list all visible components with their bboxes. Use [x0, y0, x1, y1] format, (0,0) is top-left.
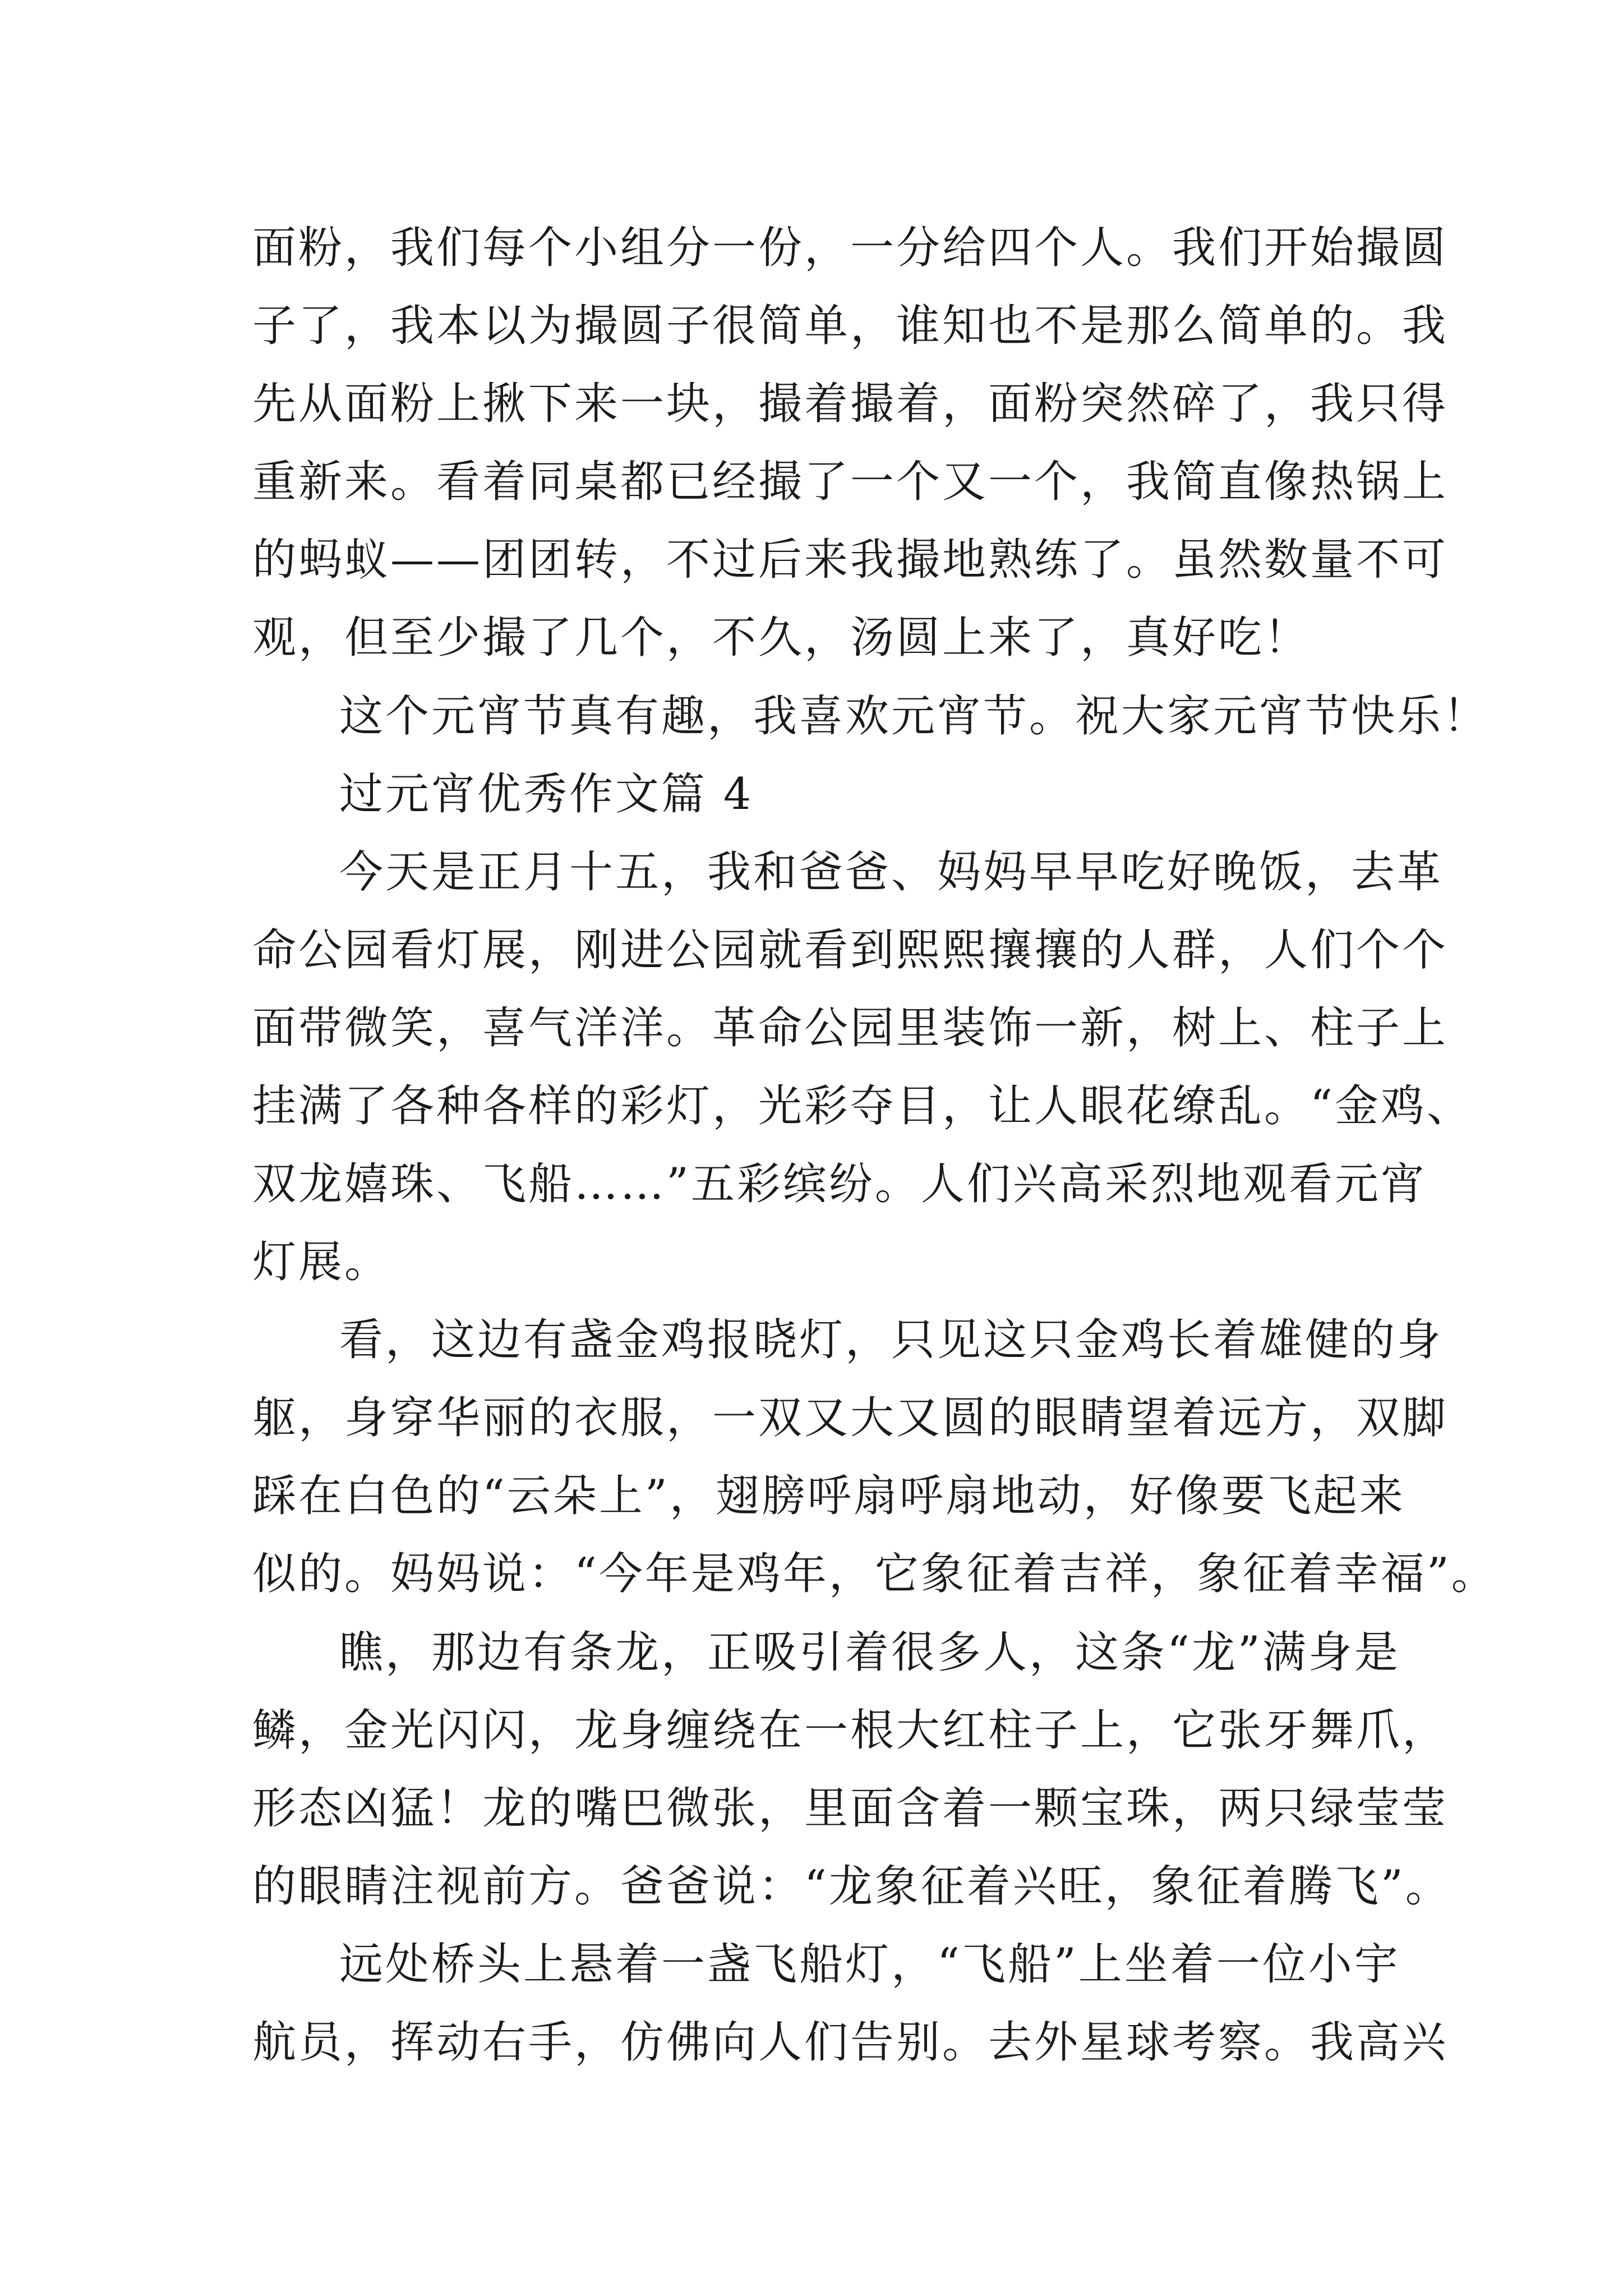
text-line: 形态凶猛！龙的嘴巴微张，里面含着一颗宝珠，两只绿莹莹 [252, 1783, 1449, 1834]
text-line: 面带微笑，喜气洋洋。革命公园里装饰一新，树上、柱子上 [252, 1003, 1449, 1053]
text-line: 航员，挥动右手，仿佛向人们告别。去外星球考察。我高兴 [252, 2017, 1449, 2068]
text-line: 灯展。 [252, 1237, 391, 1287]
text-line: 躯，身穿华丽的衣服，一双又大又圆的眼睛望着远方，双脚 [252, 1393, 1449, 1443]
text-line: 双龙嬉珠、飞船……”五彩缤纷。人们兴高采烈地观看元宵 [252, 1159, 1427, 1209]
text-line: 踩在白色的“云朵上”，翅膀呼扇呼扇地动，好像要飞起来 [252, 1471, 1405, 1521]
text-line: 命公园看灯展，刚进公园就看到熙熙攘攘的人群，人们个个 [252, 925, 1449, 976]
text-line: 挂满了各种各样的彩灯，光彩夺目，让人眼花缭乱。“金鸡、 [252, 1081, 1473, 1131]
text-line: 似的。妈妈说：“今年是鸡年，它象征着吉祥，象征着幸福”。 [252, 1549, 1497, 1599]
text-line: 的蚂蚁——团团转，不过后来我撮地熟练了。虽然数量不可 [252, 535, 1449, 585]
text-line: 观，但至少撮了几个，不久，汤圆上来了，真好吃！ [252, 613, 1311, 663]
section-heading: 过元宵优秀作文篇 4 [339, 769, 754, 820]
text-line: 先从面粉上揪下来一块，撮着撮着，面粉突然碎了，我只得 [252, 379, 1449, 429]
paragraph-line: 瞧，那边有条龙，正吸引着很多人，这条“龙”满身是 [339, 1627, 1400, 1678]
paragraph-line: 看，这边有盏金鸡报晓灯，只见这只金鸡长着雄健的身 [339, 1315, 1444, 1365]
paragraph-line: 远处桥头上悬着一盏飞船灯，“飞船”上坐着一位小宇 [339, 1939, 1400, 1990]
text-line: 鳞，金光闪闪，龙身缠绕在一根大红柱子上，它张牙舞爪， [252, 1705, 1449, 1756]
text-line: 子了，我本以为撮圆子很简单，谁知也不是那么简单的。我 [252, 301, 1449, 351]
paragraph-line: 今天是正月十五，我和爸爸、妈妈早早吃好晚饭，去革 [339, 847, 1444, 898]
text-line: 的眼睛注视前方。爸爸说：“龙象征着兴旺，象征着腾飞”。 [252, 1861, 1451, 1912]
text-line: 面粉，我们每个小组分一份，一分给四个人。我们开始撮圆 [252, 223, 1449, 273]
text-line: 重新来。看着同桌都已经撮了一个又一个，我简直像热锅上 [252, 457, 1449, 507]
paragraph-line: 这个元宵节真有趣，我喜欢元宵节。祝大家元宵节快乐！ [339, 691, 1490, 742]
